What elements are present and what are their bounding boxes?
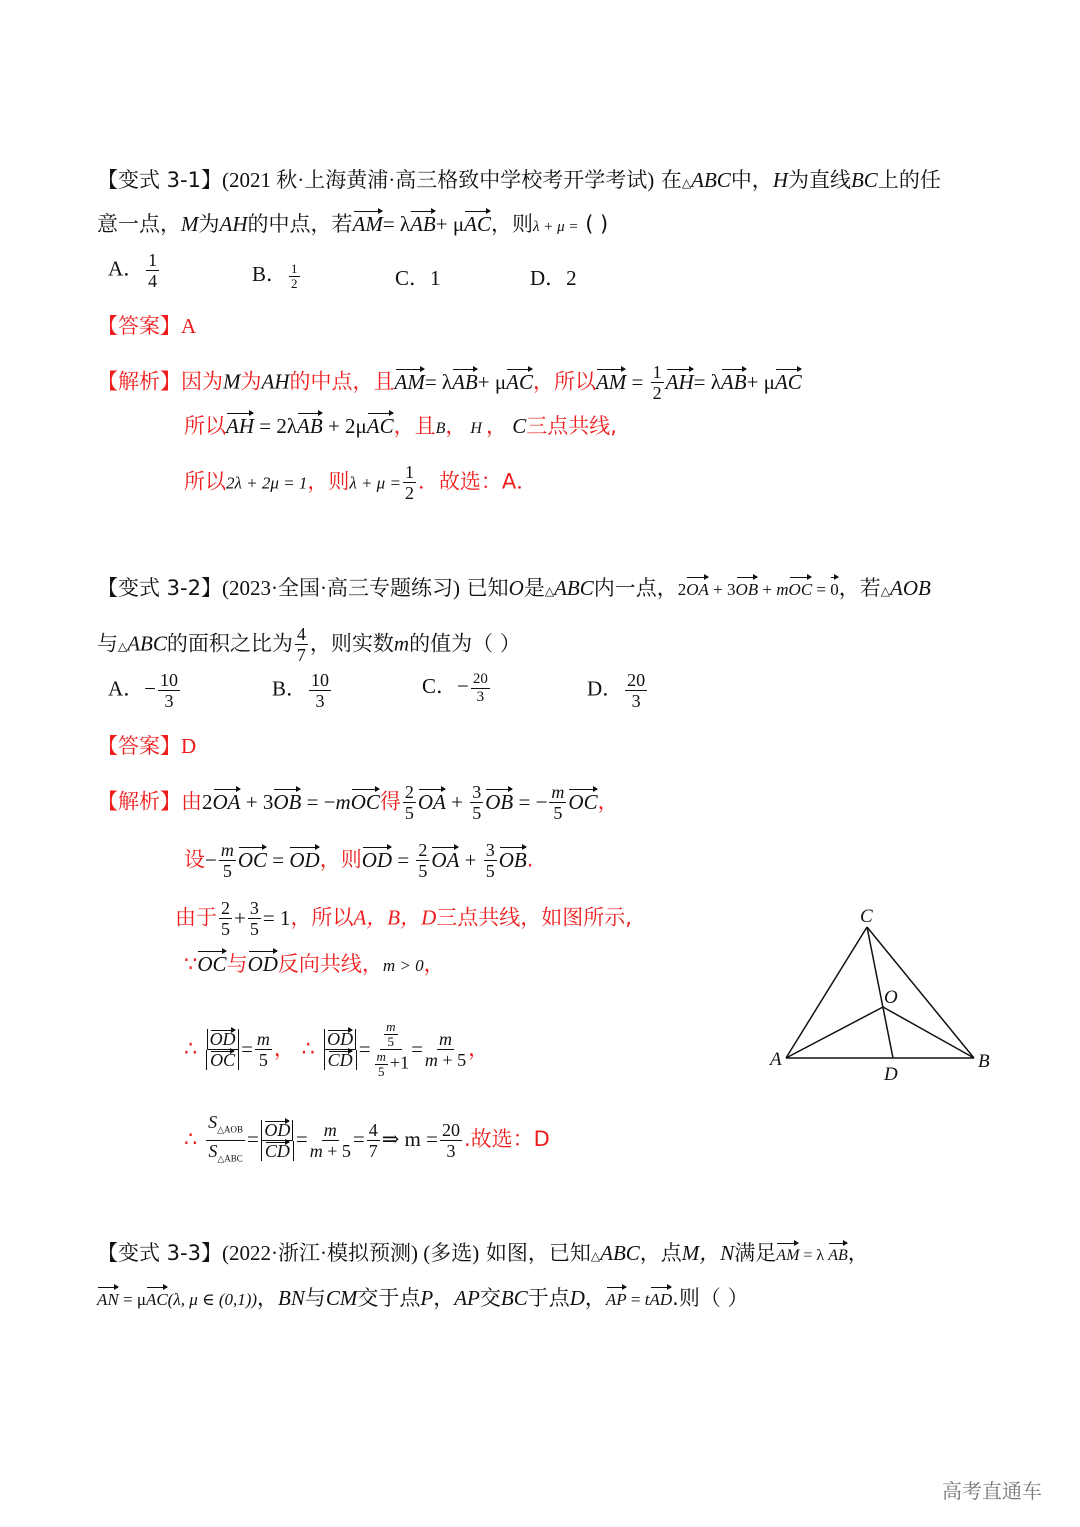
text: 三点共线，如图所示, (436, 905, 632, 930)
var: M (223, 369, 241, 394)
q2-option-c: C．− $\frac{20}{3}$ (422, 670, 488, 705)
var: AH (261, 369, 290, 394)
var: ABC (127, 631, 167, 656)
q1-math: λ + μ = (532, 219, 579, 235)
vector-AH: AH (665, 369, 694, 394)
q2-option-a: A．− $\frac{10}{3}$ (108, 670, 179, 711)
option-value: 2 (566, 266, 577, 290)
text: 设 (184, 847, 205, 872)
label-B: B (978, 1051, 990, 1072)
text: 所以 (184, 469, 226, 494)
vector-AM: AM (352, 212, 383, 236)
text: 交 (479, 1286, 501, 1310)
fraction: $\frac{1}{2}$ (291, 260, 298, 291)
fraction: $\frac{10}{3}$ (311, 670, 330, 711)
q2-line-1: 【变式 3-2】(2023·全国·高三专题练习) 已知O是△ABC内一点，2OA + 3OB + mOC = 0，若△AOB (97, 574, 931, 605)
therefore-symbol: ∴ (184, 1036, 198, 1061)
var: P (420, 1286, 434, 1310)
text: ，则 (307, 469, 350, 494)
text: 交于点 (357, 1286, 421, 1310)
math: (λ, μ ∈ (0,1)) (167, 1290, 258, 1309)
option-value: 1 (430, 266, 441, 290)
analysis-tag: 【解析】 (97, 789, 181, 814)
text: 内一点， (593, 576, 678, 600)
text: ，则实数 (309, 631, 394, 656)
text: 所以 (184, 414, 226, 438)
text: 如图，已知 (485, 1241, 591, 1265)
option-label: C． (395, 266, 431, 290)
var: M，N (681, 1241, 735, 1265)
text: 的中点，且 (289, 369, 395, 394)
q1-text: 为直线 (787, 168, 851, 192)
label-D: D (884, 1064, 898, 1085)
q1-analysis-line-1: 【解析】因为M为AH的中点，且AM= λAB+ μAC，所以AM = $\frac{1}{2}$ AH= λAB+ μAC (97, 362, 802, 403)
q1-text: 在 (660, 168, 682, 192)
q1-math: + μ (435, 212, 465, 236)
fraction: $\frac{20}{3}$ (472, 670, 488, 705)
q2-tag: 【变式 3-2】 (97, 576, 222, 600)
q3-line-2: AN = μAC(λ, μ ∈ (0,1))，BN与CM交于点P，AP交BC于点D，AP = tAD.则（ ） (97, 1284, 749, 1314)
option-label: D． (530, 266, 567, 290)
vector-AC: AC (774, 369, 802, 394)
text: 是 (523, 576, 545, 600)
q1-var: M (181, 212, 199, 236)
q2-line-2: 与△ABC的面积之比为 $\frac{4}{7}$ ，则实数m的值为（ ） (97, 624, 521, 665)
q1-analysis-line-2: 所以AH = 2λAB + 2μAC，且B， H ， C三点共线, (184, 414, 617, 438)
vector-AC: AC (366, 414, 394, 438)
text: 与 (226, 952, 248, 976)
var: CM (325, 1286, 358, 1310)
text: ，所以 (532, 369, 596, 394)
answer-tag: 【答案】 (97, 314, 181, 338)
option-label: B． (272, 676, 308, 701)
var: O (508, 576, 524, 600)
q2-option-b (272, 670, 333, 711)
vector-AC: AC (464, 212, 491, 236)
vector-AB: AB (720, 369, 747, 394)
q1-option-a (108, 250, 161, 291)
text: 的值为（ ） (409, 631, 521, 656)
q1-triangle: ABC (691, 168, 731, 192)
var: D (569, 1286, 585, 1310)
math: + μ (746, 369, 775, 394)
text: 由 (181, 789, 202, 814)
text: 因为 (181, 369, 223, 394)
q2-analysis-line-6: ∴ $\frac{S_{\triangle AOB}}{S_{\triangle ABC}}$ = $\frac{OD}{CD}$ = $\frac{m}{m + 5}$ = $\frac{4}{7}$ ⇒ m = $\frac{20}{3}$ .故选：D (184, 1112, 550, 1164)
vector-AB: AB (410, 212, 436, 236)
q3-tag: 【变式 3-3】 (97, 1241, 222, 1265)
var: ABC (600, 1241, 640, 1265)
text: ．故选：A． (417, 469, 538, 494)
zero-vector: 0 (830, 576, 839, 604)
analysis-tag: 【解析】 (97, 369, 181, 394)
vector-AM: AM (595, 369, 627, 394)
fraction: $\frac{1}{2}$ (652, 362, 662, 403)
text: 反向共线， (277, 952, 383, 976)
vector-AH: AH (226, 414, 254, 438)
q1-var: AH (219, 212, 248, 236)
fraction: $\frac{1}{4}$ (148, 250, 158, 291)
q1-analysis-line-3 (184, 462, 537, 503)
math: λ + μ = (349, 473, 401, 493)
math: 2λ + 2μ = 1 (226, 473, 308, 493)
q1-text: 的中点，若 (247, 212, 353, 236)
q1-text: 中， (730, 168, 773, 192)
q1-text: ，则 (490, 212, 533, 236)
math: = λ (424, 369, 453, 394)
var: A，B，D (353, 905, 437, 930)
answer-value: A (181, 314, 197, 338)
q1-line-2 (97, 210, 608, 241)
text: .故选：D (463, 1127, 550, 1152)
segment-OB (883, 1007, 974, 1058)
text: 得 (379, 789, 401, 814)
text: 已知 (466, 576, 509, 600)
q2-answer (97, 732, 196, 760)
label-O: O (884, 987, 898, 1008)
var: BC (500, 1286, 528, 1310)
q1-text: 为 (198, 212, 220, 236)
q2-analysis-line-4: ∵OC与OD反向共线，m > 0， (184, 952, 445, 976)
option-label: A． (108, 676, 145, 701)
math: ⇒ m = (381, 1127, 438, 1152)
option-label: C． (422, 674, 458, 698)
fraction: $\frac{4}{7}$ (296, 624, 306, 665)
text: 的面积之比为 (166, 631, 293, 656)
option-label: B． (252, 262, 288, 286)
answer-tag: 【答案】 (97, 734, 181, 758)
q1-math: = λ (382, 212, 411, 236)
q1-tag: 【变式 3-1】 (97, 168, 222, 192)
text: 与 (304, 1286, 326, 1310)
text: 与 (97, 631, 118, 656)
fraction: $\frac{20}{3}$ (627, 670, 646, 711)
text: ，则 (319, 847, 362, 872)
vector-AM: AM (394, 369, 425, 394)
watermark: 高考直通车 (942, 1479, 1042, 1503)
text: .则（ ） (672, 1286, 749, 1310)
q2-analysis-line-5: ∴ $\frac{OD}{OC}$ = $\frac{m}{5}$ ， ∴ $\frac{OD}{CD}$ = $\frac{m}{5}$ $\frac{m}{5}$ +1 = $\frac{m}{m + 5}$ ， (184, 1019, 490, 1079)
answer-value: D (181, 734, 197, 758)
text: ， (257, 1286, 279, 1310)
vector-OB: OB (736, 576, 759, 604)
q2-source: (2023·全国·高三专题练习) (221, 576, 460, 600)
q1-option-c (395, 262, 441, 292)
q2-analysis-line-1: 【解析】由2OA + 3OB = −mOC得 $\frac{2}{5}$ OA + $\frac{3}{5}$ OB = − $\frac{m}{5}$ OC， (97, 782, 619, 823)
q2-analysis-line-3: 由于 $\frac{2}{5}$ + $\frac{3}{5}$ = 1，所以A，B，D三点共线，如图所示, (175, 898, 632, 939)
vector-AC: AC (506, 369, 533, 394)
vector-AB: AB (452, 369, 478, 394)
q1-option-d (530, 262, 577, 292)
q2-analysis-line-2: 设− $\frac{m}{5}$ OC = OD，则OD = $\frac{2}{5}$ OA + $\frac{3}{5}$ OB. (184, 840, 534, 881)
edge-AC (786, 927, 867, 1058)
fraction: $\frac{1}{2}$ (404, 462, 414, 503)
q1-var: H (772, 168, 788, 192)
q1-option-b (252, 258, 302, 291)
q1-text: 上的任 (877, 168, 941, 192)
q1-text: 意一点， (97, 212, 181, 236)
fraction: $\frac{10}{3}$ (160, 670, 179, 711)
q1-answer (97, 312, 196, 340)
var: AOB (890, 576, 931, 600)
triangle-figure (760, 900, 1000, 1090)
option-label: D． (587, 676, 624, 701)
vector-OC: OC (789, 576, 813, 604)
segment-AO (786, 1007, 883, 1058)
text: 三点共线, (526, 414, 617, 438)
text: 为 (240, 369, 262, 394)
q1-blank: ( ) (585, 212, 609, 236)
label-A: A (770, 1049, 782, 1070)
text: 由于 (175, 905, 217, 930)
q3-source: (2022·浙江·模拟预测) (多选) (221, 1241, 480, 1265)
label-C: C (860, 906, 873, 927)
text: ，且 (393, 414, 436, 438)
vector-AB: AB (297, 414, 323, 438)
math: = λ (693, 369, 721, 394)
q2-option-d (587, 670, 649, 711)
q1-source: (2021 秋·上海黄浦·高三格致中学校考开学考试) (221, 168, 655, 192)
text: 于点 (527, 1286, 570, 1310)
var: BN (278, 1286, 305, 1310)
option-label: A． (108, 256, 145, 281)
q3-line-1: 【变式 3-3】(2022·浙江·模拟预测) (多选) 如图，已知△ABC，点M，N满足AM = λ AB， (97, 1239, 869, 1270)
because-symbol: ∵ (184, 952, 198, 976)
math: + μ (477, 369, 507, 394)
text: ，若 (838, 576, 881, 600)
var: AP (454, 1286, 480, 1310)
text: 满足 (734, 1241, 777, 1265)
var: ABC (554, 576, 594, 600)
var: m (393, 631, 410, 656)
vector-OA: OA (686, 576, 709, 604)
text: ，所以 (290, 905, 354, 930)
q1-line-1 (97, 166, 941, 197)
math: m > 0 (382, 956, 424, 975)
triangle-symbol: △ (681, 176, 692, 190)
therefore-symbol: ∴ (184, 1127, 198, 1152)
text: ，点 (639, 1241, 682, 1265)
q1-var: BC (850, 168, 878, 192)
